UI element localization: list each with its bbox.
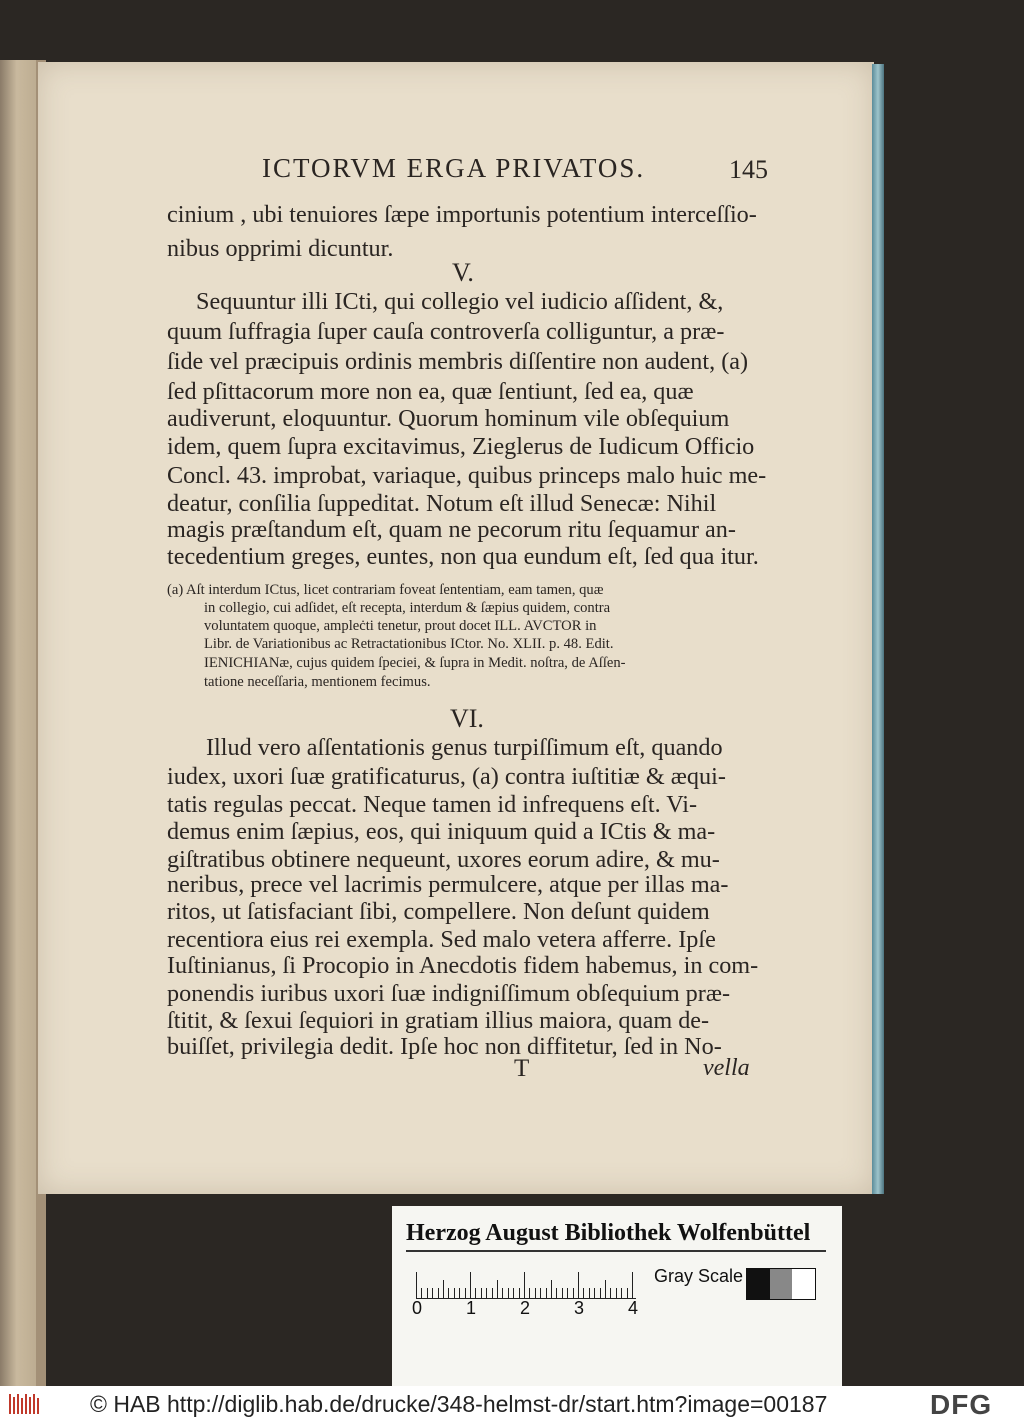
ruler-tick — [605, 1280, 606, 1298]
label-divider — [406, 1250, 826, 1252]
text-line: Iuſtinianus, ſi Procopio in Anecdotis fidem habemus, in com- — [167, 952, 759, 979]
running-header: ICTORVM ERGA PRIVATOS. — [262, 153, 646, 183]
hab-logo-icon — [8, 1392, 42, 1416]
library-label — [392, 1206, 842, 1386]
measurement-ruler — [416, 1270, 636, 1299]
gray-scale-swatch — [746, 1268, 816, 1300]
ruler-tick — [556, 1288, 557, 1298]
ruler-tick — [551, 1280, 552, 1298]
ruler-number: 4 — [628, 1298, 639, 1318]
text-line: cinium , ubi tenuiores ſæpe importunis potentium interceſſio- — [167, 201, 757, 228]
ruler-tick — [427, 1288, 428, 1298]
text-line: tecedentium greges, euntes, non qua eundum eſt, ſed qua itur. — [167, 543, 759, 570]
ruler-tick — [508, 1288, 509, 1298]
ruler-tick — [438, 1288, 439, 1298]
ruler-number: 1 — [466, 1298, 477, 1318]
footnote-line: tatione neceſſaria, mentionem fecimus. — [204, 674, 431, 690]
ruler-tick — [416, 1272, 417, 1298]
ruler-tick — [600, 1288, 601, 1298]
ruler-tick — [524, 1272, 525, 1298]
swatch-white — [792, 1269, 815, 1299]
page-edge-coloured — [872, 64, 884, 1194]
ruler-tick — [421, 1288, 422, 1298]
catchword: vella — [703, 1055, 750, 1081]
footnote-line: Libr. de Variationibus ac Retractationibus ICtor. No. XLII. p. 48. Edit. — [204, 636, 614, 652]
ruler-number: 3 — [574, 1298, 585, 1318]
text-line: quum ſuffragia ſuper cauſa controverſa colliguntur, a præ- — [167, 318, 725, 345]
ruler-tick — [627, 1288, 628, 1298]
footnote-line: IENICHIANæ, cujus quidem ſpeciei, & ſupra in Medit. noſtra, de Aſſen- — [204, 655, 626, 671]
text-line: buiſſet, privilegia dedit. Ipſe hoc non diffitetur, ſed in No- — [167, 1033, 722, 1060]
text-line: ſtitit, & ſexui ſequiori in gratiam illius maiora, quam de- — [167, 1007, 710, 1034]
text-line: recentiora eius rei exempla. Sed malo vetera afferre. Ipſe — [167, 926, 716, 953]
ruler-tick — [583, 1288, 584, 1298]
swatch-black — [747, 1269, 770, 1299]
text-line: Concl. 43. improbat, variaque, quibus princeps malo huic me- — [167, 462, 767, 489]
ruler-tick — [459, 1288, 460, 1298]
ruler-tick — [546, 1288, 547, 1298]
ruler-tick — [486, 1288, 487, 1298]
ruler-tick — [567, 1288, 568, 1298]
ruler-tick — [502, 1288, 503, 1298]
ruler-tick — [610, 1288, 611, 1298]
text-line: magis præſtandum eſt, quam ne pecorum ritu ſequamur an- — [167, 516, 736, 543]
ruler-number: 0 — [412, 1298, 423, 1318]
footnote-line: in collegio, cui adſidet, eſt recepta, interdum & ſæpius quidem, contra — [204, 600, 611, 616]
text-line: tatis regulas peccat. Neque tamen id infrequens eſt. Vi- — [167, 791, 698, 818]
ruler-tick — [465, 1288, 466, 1298]
text-line: ritos, ut ſatisfaciant ſibi, compellere. Non deſunt quidem — [167, 898, 710, 925]
ruler-tick — [632, 1272, 633, 1298]
ruler-tick — [475, 1288, 476, 1298]
ruler-tick — [578, 1272, 579, 1298]
text-line: idem, quem ſupra excitavimus, Zieglerus de Iudicum Officio — [167, 433, 755, 460]
ruler-tick — [589, 1288, 590, 1298]
text-line: nibus opprimi dicuntur. — [167, 235, 394, 262]
text-line: iudex, uxori ſuæ gratificaturus, (a) contra iuſtitiæ & æqui- — [167, 763, 726, 790]
text-line: audiverunt, eloquuntur. Quorum hominum vile obſequium — [167, 405, 730, 432]
text-line: ponendis iuribus uxori ſuæ indigniſſimum obſequium præ- — [167, 980, 731, 1007]
ruler-tick — [540, 1288, 541, 1298]
ruler-tick — [616, 1288, 617, 1298]
ruler-tick — [594, 1288, 595, 1298]
library-name: Herzog August Bibliothek Wolfenbüttel — [406, 1220, 811, 1246]
ruler-tick — [529, 1288, 530, 1298]
ruler-tick — [448, 1288, 449, 1298]
ruler-tick — [492, 1288, 493, 1298]
ruler-tick — [470, 1272, 471, 1298]
text-line: ſed pſittacorum more non ea, quæ ſentiunt, ſed ea, quæ — [167, 378, 694, 405]
copyright-url[interactable]: © HAB http://diglib.hab.de/drucke/348-helmst-dr/start.htm?image=00187 — [90, 1391, 828, 1417]
page-number: 145 — [729, 155, 768, 184]
section-heading: V. — [452, 258, 474, 287]
ruler-tick — [513, 1288, 514, 1298]
ruler-tick — [621, 1288, 622, 1298]
text-line: Illud vero aſſentationis genus turpiſſimum eſt, quando — [206, 734, 723, 761]
ruler-tick — [432, 1288, 433, 1298]
signature-mark: T — [514, 1055, 530, 1082]
ruler-tick — [535, 1288, 536, 1298]
section-heading: VI. — [450, 704, 484, 733]
ruler-tick — [481, 1288, 482, 1298]
footnote-line: (a) Aſt interdum ICtus, licet contrariam foveat ſententiam, eam tamen, quæ — [167, 582, 604, 598]
text-line: neribus, prece vel lacrimis permulcere, atque per illas ma- — [167, 871, 729, 898]
ruler-tick — [573, 1288, 574, 1298]
text-line: Sequuntur illi ICti, qui collegio vel iudicio aſſident, &, — [196, 288, 724, 315]
swatch-gray — [770, 1269, 793, 1299]
text-line: ſide vel præcipuis ordinis membris diſſentire non audent, (a) — [167, 348, 749, 375]
ruler-tick — [497, 1280, 498, 1298]
text-line: giſtratibus obtinere nequeunt, uxores eorum adire, & mu- — [167, 846, 720, 873]
text-line: deatur, conſilia ſuppeditat. Notum eſt illud Senecæ: Nihil — [167, 490, 717, 517]
footnote-line: voluntatem quoque, ampleċti tenetur, prout docet ILL. AVCTOR in — [204, 618, 597, 634]
ruler-number: 2 — [520, 1298, 531, 1318]
text-line: demus enim ſæpius, eos, qui iniquum quid a ICtis & ma- — [167, 818, 716, 845]
gray-scale-label: Gray Scale — [654, 1266, 744, 1286]
dfg-logo: DFG — [930, 1389, 993, 1420]
ruler-tick — [454, 1288, 455, 1298]
ruler-tick — [562, 1288, 563, 1298]
ruler-tick — [443, 1280, 444, 1298]
ruler-tick — [519, 1288, 520, 1298]
